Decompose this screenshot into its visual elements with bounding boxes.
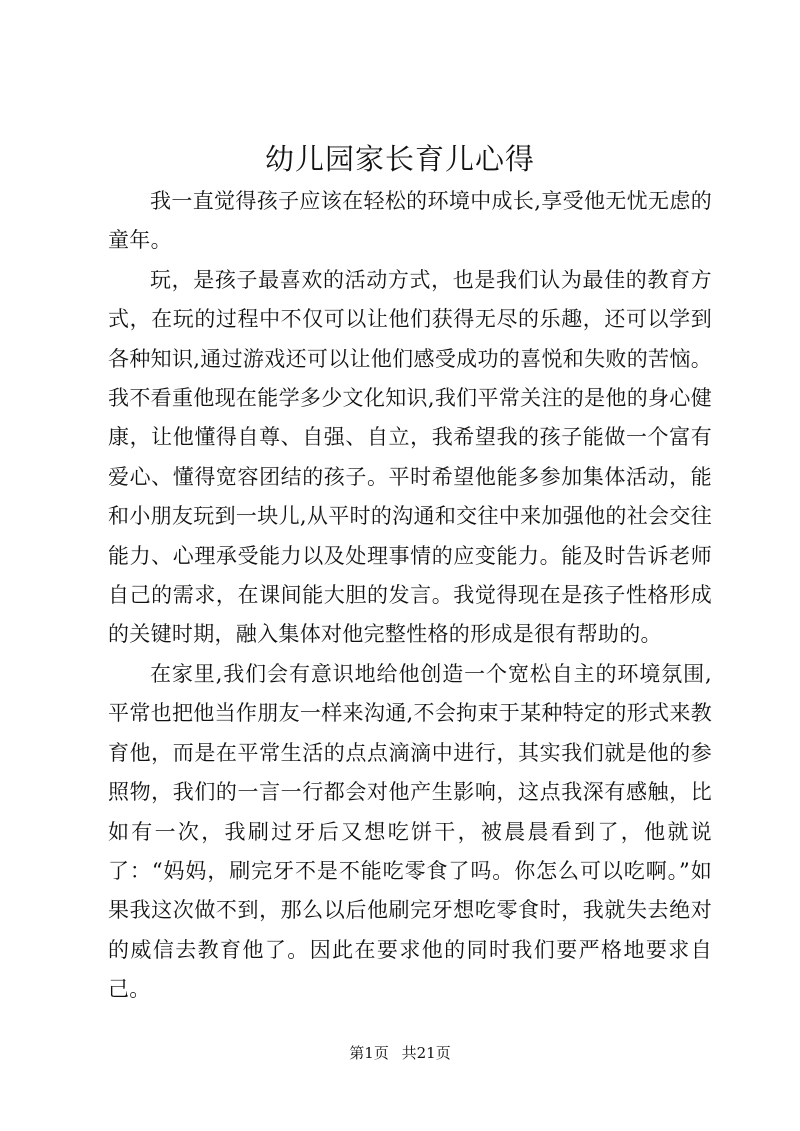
page-footer <box>0 1043 800 1063</box>
paragraph-1: 我一直觉得孩子应该在轻松的环境中成长,享受他无忧无虑的童年。 <box>108 189 712 253</box>
paragraph-2: 玩，是孩子最喜欢的活动方式，也是我们认为最佳的教育方式，在玩的过程中不仅可以让他们获得无尽的乐趣，还可以学到各种知识,通过游戏还可以让他们感受成功的喜悦和失败的苦恼。我不看重他现在能学多少文化知识,我们平常关注的是他的身心健康，让他懂得自尊、自强、自立，我希望我的孩子能做一个富有爱心、懂得宽容团结的孩子。平时希望他能多参加集体活动，能和小朋友玩到一块儿,从平时的沟通和交往中来加强他的社会交往能力、心理承受能力以及处理事情的应变能力。能及时告诉老师自己的需求，在课间能大胆的发言。我觉得现在是孩子性格形成的关键时期，融入集体对他完整性格的形成是很有帮助的。 <box>108 267 712 647</box>
document-title: 幼儿园家长育儿心得 <box>264 142 535 176</box>
paragraph-3: 在家里,我们会有意识地给他创造一个宽松自主的环境氛围,平常也把他当作朋友一样来沟通,不会拘束于某种特定的形式来教育他，而是在平常生活的点点滴滴中进行，其实我们就是他的参照物，我们的一言一行都会对他产生影响，这点我深有感触，比如有一次，我刷过牙后又想吃饼干，被晨晨看到了，他就说了：“妈妈，刷完牙不是不能吃零食了吗。你怎么可以吃啊。”如果我这次做不到，那么以后他刷完牙想吃零食时，我就失去绝对的威信去教育他了。因此在要求他的同时我们要严格地要求自己。 <box>108 661 712 1002</box>
page-number: 第1页 <box>349 1044 389 1062</box>
document-body <box>108 182 712 1010</box>
page-total: 共21页 <box>401 1044 451 1062</box>
